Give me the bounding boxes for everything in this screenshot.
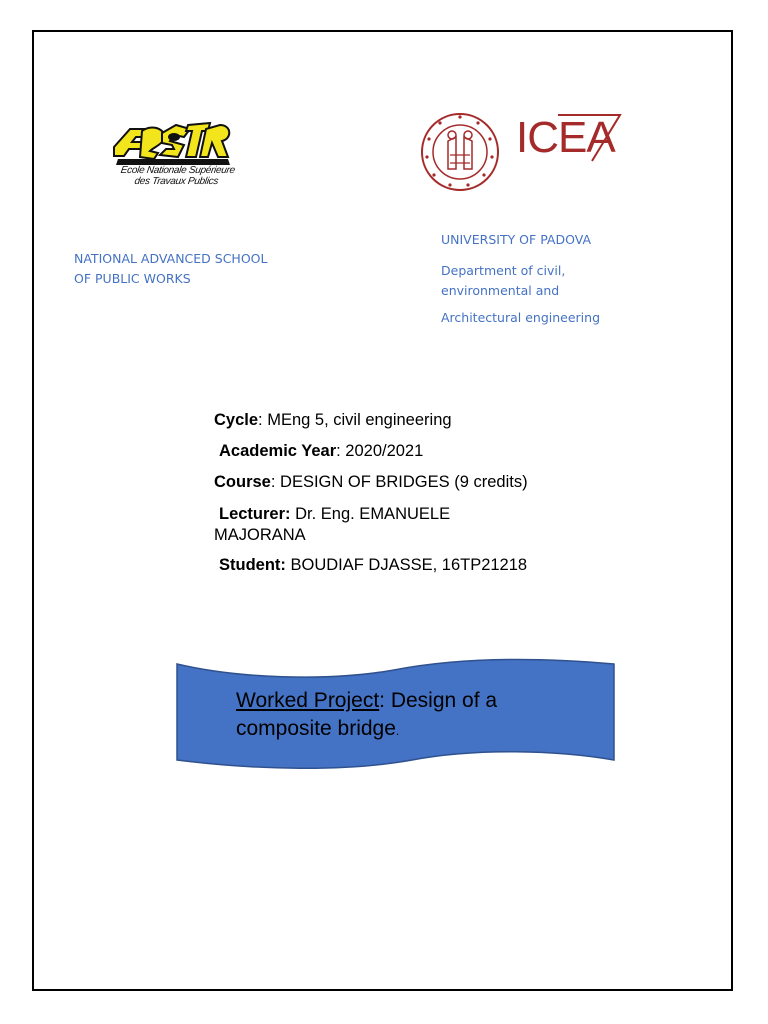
project-title-line1-rest: : Design of a bbox=[379, 689, 498, 712]
academic-year-value: : 2020/2021 bbox=[336, 442, 424, 460]
left-institution-name bbox=[74, 249, 304, 289]
icea-brand-text: ICEA bbox=[516, 113, 615, 162]
left-institution-line1: NATIONAL ADVANCED SCHOOL bbox=[74, 251, 268, 266]
project-title-period: . bbox=[395, 724, 400, 738]
padova-icea-logo bbox=[410, 95, 655, 210]
ensp-caption-line2: des Travaux Publics bbox=[133, 176, 219, 187]
course-label: Course bbox=[214, 473, 271, 491]
course-value: : DESIGN OF BRIDGES (9 credits) bbox=[270, 473, 528, 491]
project-title-line2: composite bridge bbox=[236, 717, 396, 740]
project-title bbox=[236, 687, 566, 745]
student-line bbox=[219, 556, 527, 575]
course-line bbox=[214, 473, 528, 492]
ensp-logo-graphic bbox=[92, 95, 267, 210]
department-line1: Department of civil, bbox=[441, 263, 566, 278]
lecturer-line bbox=[214, 504, 534, 546]
ensp-caption-line1: Ecole Nationale Supérieure bbox=[120, 165, 236, 176]
lecturer-label: Lecturer: bbox=[219, 505, 291, 523]
ensp-caption bbox=[110, 165, 243, 187]
lecturer-value-line2: MAJORANA bbox=[214, 526, 306, 544]
university-name: UNIVERSITY OF PADOVA bbox=[441, 232, 592, 247]
student-value: BOUDIAF DJASSE, 16TP21218 bbox=[285, 556, 528, 574]
padova-seal bbox=[422, 114, 498, 190]
cycle-value: : MEng 5, civil engineering bbox=[258, 411, 452, 429]
academic-year-label: Academic Year bbox=[219, 442, 337, 460]
lecturer-value-line1: Dr. Eng. EMANUELE bbox=[290, 505, 451, 523]
student-label: Student: bbox=[219, 556, 286, 574]
cycle-label: Cycle bbox=[214, 411, 259, 429]
project-title-underlined: Worked Project bbox=[236, 689, 380, 712]
cycle-line bbox=[214, 411, 452, 430]
department-name bbox=[441, 261, 641, 301]
department-line2: environmental and bbox=[441, 283, 560, 298]
left-institution-line2: OF PUBLIC WORKS bbox=[74, 271, 191, 286]
department-line3: Architectural engineering bbox=[441, 310, 601, 325]
academic-year-line bbox=[219, 442, 423, 461]
ensp-logo bbox=[92, 95, 267, 210]
